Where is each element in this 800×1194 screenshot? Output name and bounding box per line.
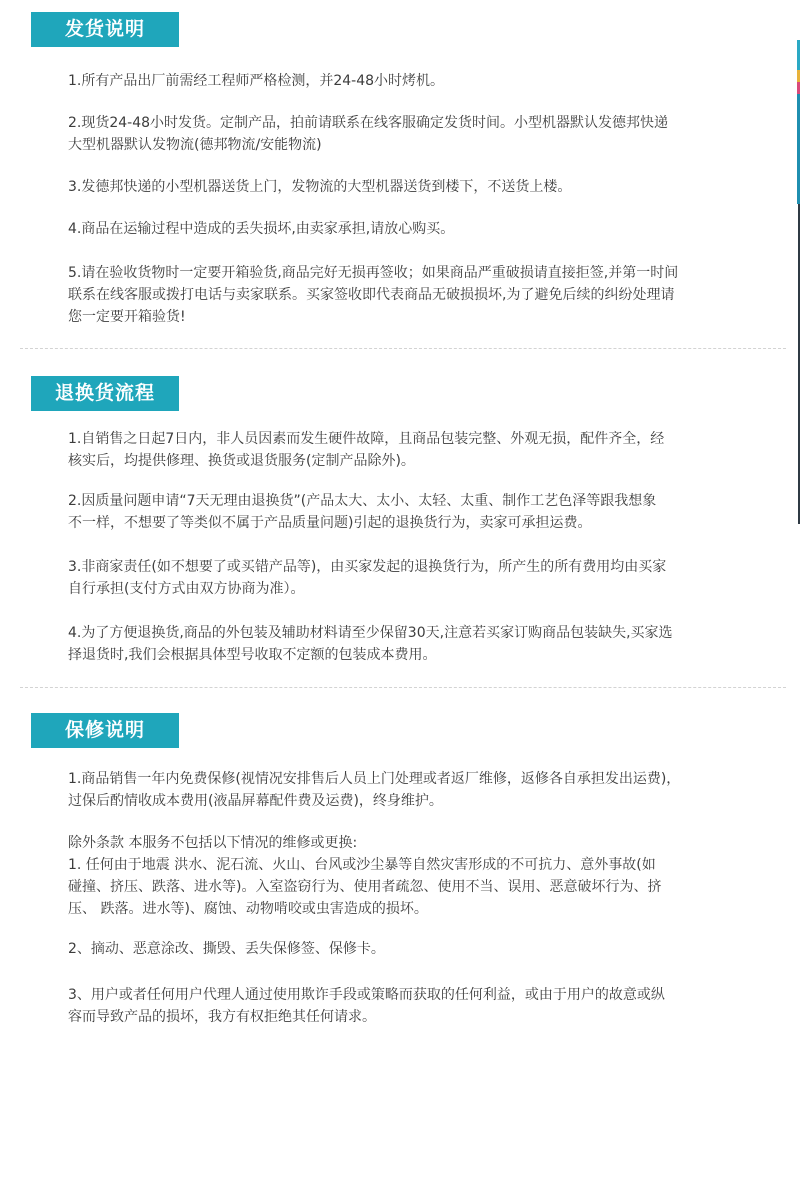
shipping-item-4: 4.商品在运输过程中造成的丢失损坏,由卖家承担,请放心购买。 bbox=[68, 221, 455, 237]
warranty-item-1: 1.商品销售一年内免费保修(视情况安排售后人员上门处理或者返厂维修，返修各自承担发出运费)， 过保后酌情收成本费用(液晶屏幕配件费及运费)，终身维护。 bbox=[68, 771, 681, 809]
returns-item-1: 1.自销售之日起7日内，非人员因素而发生硬件故障，且商品包装完整、外观无损，配件齐全，经 核实后，均提供修理、换货或退货服务(定制产品除外)。 bbox=[68, 431, 665, 469]
shipping-item-3: 3.发德邦快递的小型机器送货上门，发物流的大型机器送货到楼下，不送货上楼。 bbox=[68, 179, 572, 195]
shipping-item-1: 1.所有产品出厂前需经工程师严格检测，并24-48小时烤机。 bbox=[68, 73, 445, 89]
section-title-shipping: 发货说明 bbox=[31, 12, 179, 47]
returns-item-4: 4.为了方便退换货,商品的外包装及辅助材料请至少保留30天,注意若买家订购商品包装缺失,买家选 择退货时,我们会根据具体型号收取不定额的包装成本费用。 bbox=[68, 625, 673, 663]
section-divider bbox=[20, 348, 786, 349]
section-title-warranty: 保修说明 bbox=[31, 713, 179, 748]
returns-item-2: 2.因质量问题申请“7天无理由退换货”(产品太大、太小、太轻、太重、制作工艺色泽等跟我想象 不一样，不想要了等类似不属于产品质量问题)引起的退换货行为，卖家可承担运费。 bbox=[68, 493, 657, 531]
section-divider bbox=[20, 687, 786, 688]
shipping-item-5: 5.请在验收货物时一定要开箱验货,商品完好无损再签收；如果商品严重破损请直接拒签,并第一时间 联系在线客服或拨打电话与卖家联系。买家签收即代表商品无破损损坏,为了避免后续的纠纷处理请 您一定要开箱验货! bbox=[68, 265, 679, 325]
warranty-item-2: 2、摘动、恶意涂改、撕毁、丢失保修签、保修卡。 bbox=[68, 941, 385, 957]
section-title-returns: 退换货流程 bbox=[31, 376, 179, 411]
shipping-item-2: 2.现货24-48小时发货。定制产品，拍前请联系在线客服确定发货时间。小型机器默认发德邦快递 大型机器默认发物流(德邦物流/安能物流) bbox=[68, 115, 669, 153]
returns-item-3: 3.非商家责任(如不想要了或买错产品等)，由买家发起的退换货行为，所产生的所有费用均由买家 自行承担(支付方式由双方协商为准）。 bbox=[68, 559, 667, 597]
warranty-exclusions: 除外条款 本服务不包括以下情况的维修或更换: 1. 任何由于地震 洪水、泥石流、火山、台风或沙尘暴等自然灾害形成的不可抗力、意外事故(如 碰撞、挤压、跌落、进水等)。入室盗窃行为、使用者疏忽、使用不当、误用、恶意破坏行为、挤 压、 跌落。进水等)、腐蚀、动物啃咬或虫害造成的损坏。 bbox=[68, 835, 662, 917]
warranty-item-3: 3、用户或者任何用户代理人通过使用欺诈手段或策略而获取的任何利益，或由于用户的故意或纵 容而导致产品的损坏，我方有权拒绝其任何请求。 bbox=[68, 987, 665, 1025]
